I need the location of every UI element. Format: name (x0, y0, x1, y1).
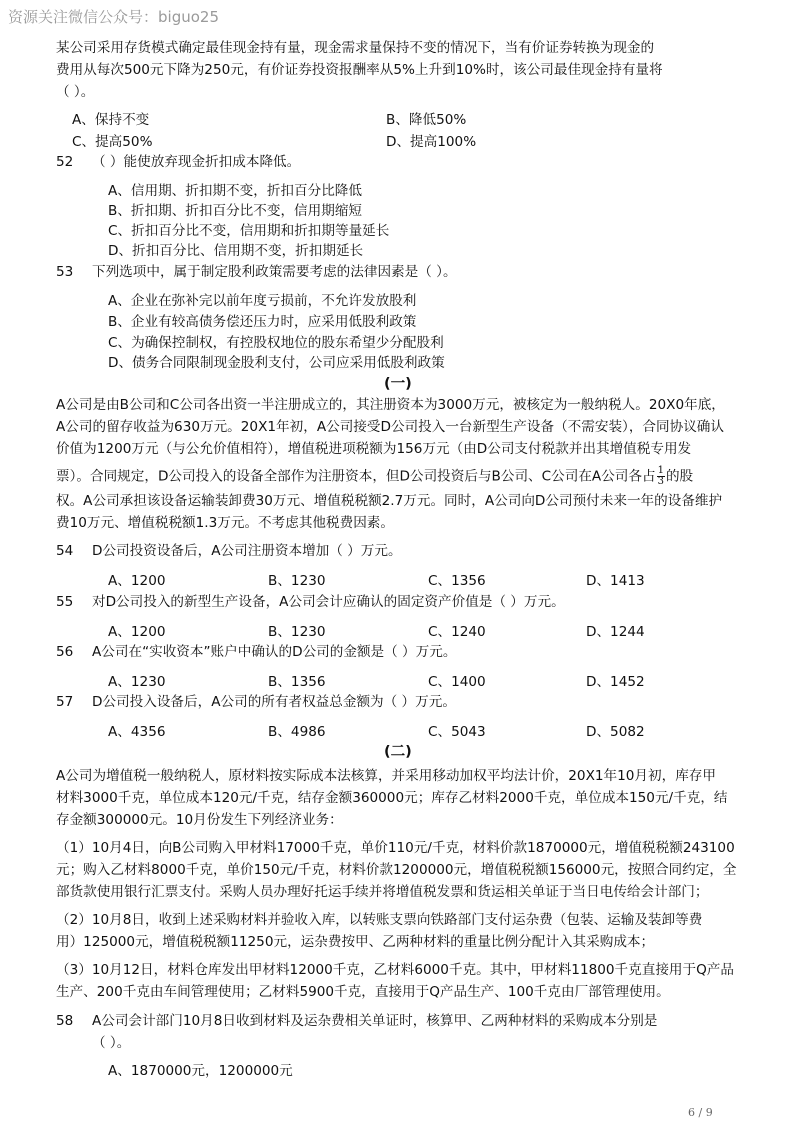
q56-option-c: C、1400 (428, 674, 486, 690)
q58-number: 58 (56, 1013, 74, 1029)
case2-item1-3: 部货款使用银行汇票支付。采购人员办理好托运手续并将增值税发票和货运相关单证于当日电传给会计部门； (56, 884, 709, 900)
q54-option-d: D、1413 (586, 573, 645, 589)
q52-number: 52 (56, 154, 74, 170)
q54-option-c: C、1356 (428, 573, 486, 589)
q53-stem: 下列选项中，属于制定股利政策需要考虑的法律因素是（ ）。 (92, 264, 457, 280)
q57-number: 57 (56, 694, 74, 710)
q51-option-d: D、提高100% (386, 134, 477, 150)
case2-item3-2: 生产、200千克由车间管理使用；乙材料5900千克，直接用于Q产品生产、100千克由厂部管理使用。 (56, 984, 670, 1000)
q55-number: 55 (56, 594, 74, 610)
q52-stem: （ ）能使放弃现金折扣成本降低。 (92, 154, 301, 170)
q58-stem-1: A公司会计部门10月8日收到材料及运杂费相关单证时，核算甲、乙两种材料的采购成本分别是 (92, 1013, 658, 1029)
case1-line-1: A公司是由B公司和C公司各出资一半注册成立的，其注册资本为3000万元，被核定为一般纳税人。20X0年底， (56, 397, 725, 413)
q56-option-a: A、1230 (108, 674, 166, 690)
q58-stem-2: （ ）。 (92, 1035, 131, 1051)
q56-stem: A公司在“实收资本”账户中确认的D公司的金额是（ ）万元。 (92, 644, 457, 660)
case1-line-4 (56, 466, 693, 487)
q51-option-a: A、保持不变 (72, 112, 150, 128)
q57-stem: D公司投入设备后，A公司的所有者权益总金额为（ ）万元。 (92, 694, 456, 710)
case2-item1-2: 元；购入乙材料8000千克，单价150元/千克，材料价款1200000元，增值税税额156000元，按照合同约定，全 (56, 862, 737, 878)
case2-item2-2: 用）125000元，增值税税额11250元，运杂费按甲、乙两种材料的重量比例分配计入其采购成本； (56, 934, 655, 950)
q57-option-c: C、5043 (428, 724, 486, 740)
case1-line-4-text: 票）。合同规定，D公司投入的设备全部作为注册资本，但D公司投资后与B公司、C公司在A公司各占 (56, 468, 656, 485)
q56-option-d: D、1452 (586, 674, 645, 690)
case2-intro-1: A公司为增值税一般纳税人，原材料按实际成本法核算，并采用移动加权平均法计价，20X1年10月初，库存甲 (56, 768, 716, 784)
q52-option-d: D、折扣百分比、信用期不变，折扣期延长 (108, 243, 364, 259)
q57-option-b: B、4986 (268, 724, 326, 740)
q58-option-a: A、1870000元，1200000元 (108, 1063, 293, 1079)
q52-option-c: C、折扣百分比不变，信用期和折扣期等量延长 (108, 223, 390, 239)
q55-option-c: C、1240 (428, 624, 486, 640)
q52-option-a: A、信用期、折扣期不变，折扣百分比降低 (108, 183, 362, 199)
section-1-title: (一) (384, 376, 412, 392)
case1-line-4-tail: 的股 (665, 468, 694, 485)
q54-stem: D公司投资设备后，A公司注册资本增加（ ）万元。 (92, 543, 402, 559)
case1-line-3: 价值为1200万元（与公允价值相符），增值税进项税额为156万元（由D公司支付税款并出其增值税专用发 (56, 441, 692, 457)
q55-option-a: A、1200 (108, 624, 166, 640)
q52-option-b: B、折扣期、折扣百分比不变，信用期缩短 (108, 203, 363, 219)
case1-line-6: 费10万元、增值税税额1.3万元。不考虑其他税费因素。 (56, 515, 394, 531)
case2-intro-3: 存金额300000元。10月份发生下列经济业务： (56, 812, 343, 828)
watermark: 资源关注微信公众号：biguo25 (8, 8, 219, 26)
q54-option-a: A、1200 (108, 573, 166, 589)
one-third-fraction: $\frac{1}{3}$ (657, 465, 664, 487)
q51-option-b: B、降低50% (386, 112, 467, 128)
q55-stem: 对D公司投入的新型生产设备，A公司会计应确认的固定资产价值是（ ）万元。 (92, 594, 565, 610)
case2-item2-1: （2）10月8日，收到上述采购材料并验收入库，以转账支票向铁路部门支付运杂费（包装、运输及装卸等费 (56, 912, 703, 928)
q51-line-3: （ ）。 (56, 84, 95, 100)
q51-option-c: C、提高50% (72, 134, 153, 150)
q54-option-b: B、1230 (268, 573, 326, 589)
q51-line-1: 某公司采用存货模式确定最佳现金持有量，现金需求量保持不变的情况下，当有价证券转换为现金的 (56, 40, 655, 56)
q53-option-a: A、企业在弥补完以前年度亏损前，不允许发放股利 (108, 293, 417, 309)
q53-number: 53 (56, 264, 74, 280)
section-2-title: (二) (384, 744, 412, 760)
case2-item1-1: （1）10月4日，向B公司购入甲材料17000千克，单价110元/千克，材料价款1870000元，增值税税额243100 (56, 840, 735, 856)
case1-line-5: 权。A公司承担该设备运输装卸费30万元、增值税税额2.7万元。同时，A公司向D公司预付未来一年的设备维护 (56, 493, 723, 509)
page-number: 6 / 9 (688, 1106, 713, 1119)
q56-option-b: B、1356 (268, 674, 326, 690)
case2-item3-1: （3）10月12日，材料仓库发出甲材料12000千克，乙材料6000千克。其中，甲材料11800千克直接用于Q产品 (56, 962, 734, 978)
q53-option-d: D、债务合同限制现金股利支付，公司应采用低股利政策 (108, 355, 445, 371)
case2-intro-2: 材料3000千克，单位成本120元/千克，结存金额360000元；库存乙材料2000千克，单位成本150元/千克，结 (56, 790, 728, 806)
q57-option-d: D、5082 (586, 724, 645, 740)
case1-line-2: A公司的留存收益为630万元。20X1年初，A公司接受D公司投入一台新型生产设备（不需安装），合同协议确认 (56, 419, 724, 435)
q51-line-2: 费用从每次500元下降为250元，有价证券投资报酬率从5%上升到10%时，该公司最佳现金持有量将 (56, 62, 663, 78)
q53-option-c: C、为确保控制权，有控股权地位的股东希望少分配股利 (108, 335, 444, 351)
q54-number: 54 (56, 543, 74, 559)
q55-option-d: D、1244 (586, 624, 645, 640)
q55-option-b: B、1230 (268, 624, 326, 640)
q56-number: 56 (56, 644, 74, 660)
q53-option-b: B、企业有较高债务偿还压力时，应采用低股利政策 (108, 314, 417, 330)
q57-option-a: A、4356 (108, 724, 166, 740)
